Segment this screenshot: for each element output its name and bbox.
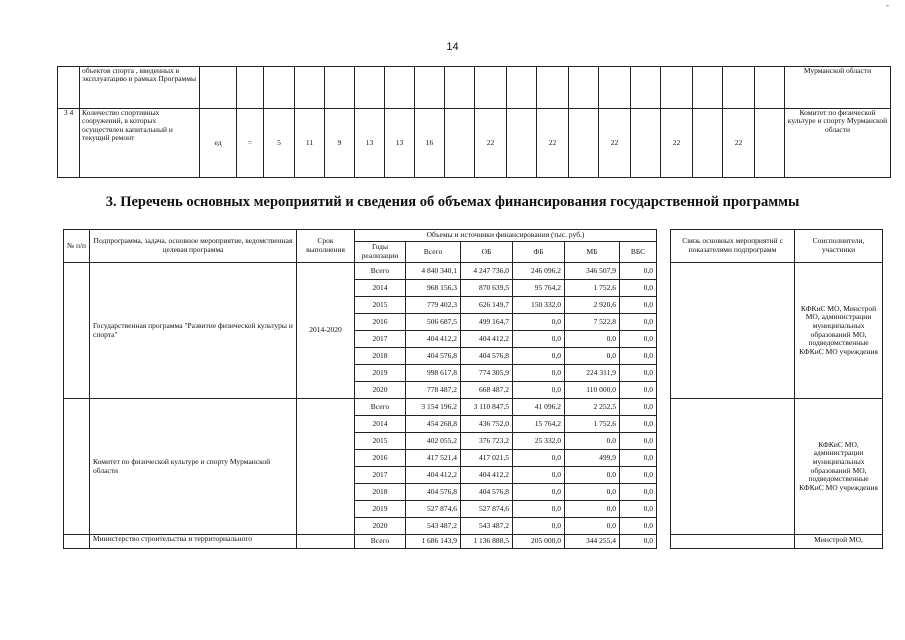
fb-cell: 0,0 [513,467,565,484]
group-term: 2014-2020 [297,263,355,399]
group-link [671,535,795,549]
total-cell: 543 487,2 [406,518,461,535]
vbs-cell: 0,0 [620,348,657,365]
fb-cell: 15 764,2 [513,416,565,433]
header-coexec: Соисполнители, участники [795,230,883,263]
year-cell: Всего [355,263,406,280]
group-num [64,535,90,549]
total-cell: 4 840 340,1 [406,263,461,280]
header-funding: Объемы и источники финансирования (тыс. руб.) [355,230,657,242]
indicator-value-cell [355,67,385,109]
indicator-executor: Мурманской области [785,67,891,109]
year-cell: 2016 [355,450,406,467]
fb-cell: 0,0 [513,314,565,331]
header-fb: ФБ [513,242,565,263]
total-cell: 998 617,8 [406,365,461,382]
fb-cell: 0,0 [513,484,565,501]
section-title: 3. Перечень основных мероприятий и сведения об объемах финансирования государственной программы [105,194,800,210]
indicator-value-cell: 5 [264,109,295,178]
total-cell: 778 487,2 [406,382,461,399]
ob-cell: 417 021,5 [461,450,513,467]
vbs-cell: 0,0 [620,365,657,382]
year-cell: 2018 [355,348,406,365]
mb-cell: 110 000,0 [565,382,620,399]
mb-cell: 2 252,5 [565,399,620,416]
mb-cell: 0,0 [565,518,620,535]
corner-mark: - [886,0,889,10]
ob-cell: 436 752,0 [461,416,513,433]
indicator-value-cell [295,67,325,109]
indicator-value-cell [507,67,537,109]
mb-cell: 2 920,6 [565,297,620,314]
vbs-cell: 0,0 [620,382,657,399]
header-total: Всего [406,242,461,263]
group-name: Государственная программа "Развитие физической культуры и спорта" [90,263,297,399]
total-cell: 968 156,3 [406,280,461,297]
indicator-value-cell: ед [200,109,237,178]
indicator-value-cell [325,67,355,109]
indicator-value-cell [475,67,507,109]
indicator-value-cell [569,67,599,109]
year-cell: 2015 [355,433,406,450]
ob-cell: 376 723,2 [461,433,513,450]
group-num [64,263,90,399]
gap-cell [657,399,671,535]
mb-cell: 0,0 [565,467,620,484]
header-vbs: ВБС [620,242,657,263]
indicator-name: Количество спортивных сооружений, в которых осуществлен капитальный и текущий ремонт [80,109,200,178]
vbs-cell: 0,0 [620,314,657,331]
group-coexecutors: Минстрой МО, [795,535,883,549]
indicator-value-cell [755,67,785,109]
total-cell: 404 412,2 [406,331,461,348]
group-link [671,263,795,399]
year-cell: 2020 [355,518,406,535]
year-cell: 2016 [355,314,406,331]
indicator-value-cell [569,109,599,178]
ob-cell: 4 247 736,0 [461,263,513,280]
total-cell: 527 874,6 [406,501,461,518]
total-cell: 3 154 196,2 [406,399,461,416]
group-term [297,535,355,549]
header-years: Годы реализации [355,242,406,263]
mb-cell: 346 507,9 [565,263,620,280]
vbs-cell: 0,0 [620,433,657,450]
ob-cell: 404 412,2 [461,467,513,484]
year-cell: 2020 [355,382,406,399]
year-cell: Всего [355,399,406,416]
indicator-value-cell: 22 [599,109,631,178]
fb-cell: 0,0 [513,348,565,365]
indicator-value-cell [661,67,693,109]
indicator-value-cell [237,67,264,109]
group-link [671,399,795,535]
ob-cell: 774 305,9 [461,365,513,382]
indicator-value-cell [385,67,415,109]
vbs-cell: 0,0 [620,297,657,314]
indicator-value-cell: = [237,109,264,178]
financing-row [64,399,883,416]
group-name: Министерство строительства и территориального [90,535,297,549]
ob-cell: 404 576,8 [461,348,513,365]
financing-row [64,535,883,549]
header-program: Подпрограмма, задача, основное мероприятие, ведомственная целевая программа [90,230,297,263]
indicators-table-fragment [57,66,891,178]
fb-cell: 0,0 [513,365,565,382]
group-coexecutors: КФКиС МО, Минстрой МО, администрации муниципальных образований МО, подведомственные КФКиС МО учреждения [795,263,883,399]
indicator-value-cell [631,109,661,178]
ob-cell: 1 136 888,5 [461,535,513,549]
vbs-cell: 0,0 [620,416,657,433]
total-cell: 779 402,3 [406,297,461,314]
indicator-value-cell: 22 [661,109,693,178]
indicator-value-cell [445,67,475,109]
indicator-value-cell: 22 [537,109,569,178]
indicator-value-cell [507,109,537,178]
ob-cell: 543 487,2 [461,518,513,535]
indicator-value-cell: 13 [385,109,415,178]
vbs-cell: 0,0 [620,501,657,518]
indicator-num: 3 4 [58,109,80,178]
mb-cell: 0,0 [565,501,620,518]
indicator-num [58,67,80,109]
year-cell: 2019 [355,501,406,518]
indicator-value-cell: 22 [723,109,755,178]
mb-cell: 0,0 [565,348,620,365]
fb-cell: 0,0 [513,331,565,348]
group-term [297,399,355,535]
indicator-value-cell: 9 [325,109,355,178]
header-link: Связь основных мероприятий с показателями подпрограмм [671,230,795,263]
indicator-value-cell [599,67,631,109]
total-cell: 404 412,2 [406,467,461,484]
vbs-cell: 0,0 [620,484,657,501]
indicator-value-cell [755,109,785,178]
page-number: 14 [446,41,459,53]
total-cell: 1 686 143,9 [406,535,461,549]
fb-cell: 25 332,0 [513,433,565,450]
indicator-value-cell [415,67,445,109]
ob-cell: 404 576,8 [461,484,513,501]
ob-cell: 3 110 847,5 [461,399,513,416]
ob-cell: 668 487,2 [461,382,513,399]
fb-cell: 0,0 [513,382,565,399]
fb-cell: 41 096,2 [513,399,565,416]
vbs-cell: 0,0 [620,535,657,549]
indicator-executor: Комитет по физической культуре и спорту Мурманской области [785,109,891,178]
total-cell: 402 055,2 [406,433,461,450]
fb-cell: 205 000,0 [513,535,565,549]
fb-cell: 246 096,2 [513,263,565,280]
activities-financing-table [63,229,883,549]
vbs-cell: 0,0 [620,450,657,467]
total-cell: 404 576,8 [406,348,461,365]
header-ob: ОБ [461,242,513,263]
year-cell: 2014 [355,416,406,433]
total-cell: 506 687,5 [406,314,461,331]
indicator-value-cell [445,109,475,178]
vbs-cell: 0,0 [620,467,657,484]
indicator-row [58,109,891,178]
indicator-value-cell [264,67,295,109]
fb-cell: 0,0 [513,450,565,467]
ob-cell: 527 874,6 [461,501,513,518]
year-cell: 2014 [355,280,406,297]
mb-cell: 7 522,8 [565,314,620,331]
total-cell: 417 521,4 [406,450,461,467]
year-cell: 2015 [355,297,406,314]
vbs-cell: 0,0 [620,263,657,280]
mb-cell: 224 311,9 [565,365,620,382]
vbs-cell: 0,0 [620,399,657,416]
indicator-value-cell: 22 [475,109,507,178]
mb-cell: 1 752,6 [565,280,620,297]
indicator-row [58,67,891,109]
vbs-cell: 0,0 [620,518,657,535]
group-name: Комитет по физической культуре и спорту Мурманской области [90,399,297,535]
year-cell: 2019 [355,365,406,382]
year-cell: 2017 [355,467,406,484]
ob-cell: 626 149,7 [461,297,513,314]
indicator-value-cell [693,109,723,178]
ob-cell: 404 412,2 [461,331,513,348]
year-cell: Всего [355,535,406,549]
financing-row [64,263,883,280]
group-coexecutors: КФКиС МО, администрации муниципальных образований МО, подведомственные КФКиС МО учреждения [795,399,883,535]
vbs-cell: 0,0 [620,331,657,348]
indicator-value-cell: 13 [355,109,385,178]
indicator-value-cell [537,67,569,109]
indicator-value-cell [631,67,661,109]
gap-cell [657,535,671,549]
header-num: № п/п [64,230,90,263]
gap-cell [657,263,671,399]
year-cell: 2018 [355,484,406,501]
mb-cell: 344 255,4 [565,535,620,549]
header-mb: МБ [565,242,620,263]
total-cell: 404 576,8 [406,484,461,501]
mb-cell: 499,9 [565,450,620,467]
vbs-cell: 0,0 [620,280,657,297]
total-cell: 454 268,8 [406,416,461,433]
indicator-value-cell [723,67,755,109]
ob-cell: 870 639,5 [461,280,513,297]
mb-cell: 0,0 [565,331,620,348]
fb-cell: 0,0 [513,518,565,535]
header-gap [657,230,671,263]
indicator-value-cell [693,67,723,109]
ob-cell: 499 164,7 [461,314,513,331]
indicator-value-cell: 11 [295,109,325,178]
mb-cell: 1 752,6 [565,416,620,433]
fb-cell: 95 764,2 [513,280,565,297]
year-cell: 2017 [355,331,406,348]
fb-cell: 0,0 [513,501,565,518]
mb-cell: 0,0 [565,433,620,450]
group-num [64,399,90,535]
fb-cell: 150 332,0 [513,297,565,314]
indicator-value-cell: 16 [415,109,445,178]
indicator-name: объектов спорта , введенных в эксплуатацию в рамках Программы [80,67,200,109]
mb-cell: 0,0 [565,484,620,501]
header-term: Срок выполнения [297,230,355,263]
indicator-value-cell [200,67,237,109]
